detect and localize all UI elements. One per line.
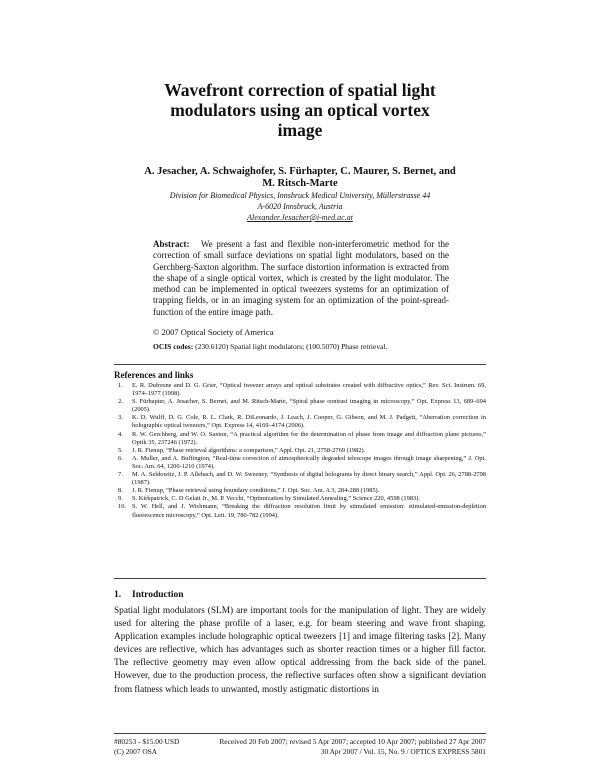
authors-line: M. Ritsch-Marte bbox=[262, 178, 338, 189]
page-footer bbox=[114, 737, 486, 757]
ocis-codes bbox=[153, 342, 453, 351]
reference-text: S. W. Hell, and J. Wichmann, “Breaking the diffraction resolution limit by stimulated emission: stimulated-emission-depletion fluorescence microscopy,” Opt. Lett. 19, 780-782 (1994). bbox=[132, 503, 486, 519]
reference-text: S. Fürhapter, A. Jesacher, S. Bernet, and M. Ritsch-Marte, “Spiral phase contrast imaging in microscopy,” Opt. Express 13, 689–694 (2005). bbox=[132, 398, 486, 414]
reference-item bbox=[114, 471, 486, 487]
footer-received-dates: Received 20 Feb 2007; revised 5 Apr 2007; accepted 10 Apr 2007; published 27 Apr 2007 bbox=[219, 737, 486, 746]
reference-number: 7. bbox=[118, 471, 123, 479]
reference-number: 1. bbox=[118, 382, 123, 389]
abstract-label: Abstract: bbox=[153, 239, 190, 249]
section-number: 1. bbox=[114, 590, 122, 600]
footer-journal-info: 30 Apr 2007 / Vol. 15, No. 9 / OPTICS EXPRESS 5801 bbox=[320, 747, 486, 756]
reference-number: 8. bbox=[118, 487, 123, 495]
reference-text: R. W. Gerchberg, and W. O. Saxton, “A practical algorithm for the determination of phase from image and diffraction plane pictures,” Optik 35, 237246 (1972). bbox=[132, 430, 486, 446]
reference-item bbox=[114, 495, 486, 503]
abstract-text: We present a fast and flexible non-interferometric method for the correction of small surface deviations on spatial light modulators, based on the Gerchberg-Saxton algorithm. The surface distortion information is extracted from the shape of a single optical vortex, which is created by the light modulator. The method can be implemented in optical tweezers systems for an optimization of trapping fields, or in an imaging system for an optimization of the point-spread-function of the entire image path. bbox=[153, 239, 449, 317]
reference-number: 10. bbox=[118, 503, 126, 511]
reference-number: 3. bbox=[118, 414, 123, 422]
reference-text: S. Kirkpatrick, C. D Gelatt Jr., M. P. Vecchi, “Optimization by Simulated Annealing,” Science 220, 4598 (1983). bbox=[132, 495, 420, 503]
author-email-link[interactable]: Alexander.Jesacher@i-med.ac.at bbox=[247, 213, 353, 222]
reference-number: 6. bbox=[118, 454, 123, 462]
affiliation-line: A-6020 Innsbruck, Austria bbox=[257, 202, 343, 211]
title-line: modulators using an optical vortex bbox=[170, 100, 430, 120]
affiliation bbox=[100, 190, 500, 223]
title-line: image bbox=[277, 120, 323, 140]
paper-title bbox=[120, 80, 480, 140]
reference-number: 5. bbox=[118, 446, 123, 454]
reference-item bbox=[114, 455, 486, 471]
references-heading: References and links bbox=[114, 370, 194, 380]
reference-text: A. Muller, and A. Buffington, “Real-time correction of atmospherically degraded telescope images through image sharpening,” J. Opt. Soc. Am. 64, 1200-1210 (1974). bbox=[132, 454, 486, 470]
authors-line: A. Jesacher, A. Schwaighofer, S. Fürhapter, C. Maurer, S. Bernet, and bbox=[144, 166, 456, 177]
reference-item bbox=[114, 382, 486, 398]
footer-rule bbox=[114, 733, 486, 734]
reference-item bbox=[114, 414, 486, 430]
reference-text: E. R. Dufresne and D. G. Grier, “Optical tweezer arrays and optical substrates created with diffractive optics,” Rev. Sci. Instrum. 69, 1974–1977 (1998). bbox=[132, 382, 486, 398]
footer-osa: (C) 2007 OSA bbox=[114, 747, 158, 756]
reference-text: J. R. Fienup, “Phase retrieval using boundary conditions,” J. Opt. Soc. Am. A 3, 284-288 (1985). bbox=[132, 487, 380, 495]
references-bottom-rule bbox=[114, 578, 486, 579]
title-line: Wavefront correction of spatial light bbox=[164, 80, 436, 100]
reference-item bbox=[114, 431, 486, 447]
footer-id-price: #80253 - $15.00 USD bbox=[114, 737, 180, 746]
copyright-line: © 2007 Optical Society of America bbox=[153, 327, 274, 337]
section-heading bbox=[114, 590, 184, 600]
reference-text: K. D. Wulff, D. G. Cole, R. L. Clark, R. DiLeonardo, J. Leach, J. Cooper, G. Gibson, and M. J. Padgett, “Aberration correction in holographic optical tweezers,” Opt. Express 14, 4169–4174 (2006). bbox=[132, 414, 486, 430]
abstract bbox=[153, 239, 449, 318]
reference-list bbox=[114, 382, 486, 520]
introduction-paragraph: Spatial light modulators (SLM) are important tools for the manipulation of light. They are widely used for altering the phase profile of a laser, e.g. for beam steering and wave front shaping. Application examples include holographic optical tweezers [1] and image filtering tasks [2]. Many devices are reflective, which has advantages such as shorter reaction times or a higher fill factor. The reflective geometry may even allow optical addressing from the back side of the panel. However, due to the production process, the reflective surfaces often show a significant deviation from flatness which leads to unwanted, mostly astigmatic distortions in bbox=[114, 606, 486, 695]
reference-item bbox=[114, 447, 486, 455]
section-title: Introduction bbox=[132, 590, 184, 600]
reference-number: 4. bbox=[118, 430, 123, 438]
ocis-text: (230.6120) Spatial light modulators; (100.5070) Phase retrieval. bbox=[195, 342, 388, 351]
reference-number: 9. bbox=[118, 495, 123, 503]
author-list bbox=[100, 166, 500, 190]
reference-item bbox=[114, 487, 486, 495]
ocis-label: OCIS codes: bbox=[153, 342, 194, 351]
reference-text: M. A. Seldowitz, J. P. Allebach, and D. W. Sweeney, “Synthesis of digital holograms by direct binary search,” Appl. Opt. 26, 2788-2798 (1987). bbox=[132, 471, 486, 487]
reference-text: J. R. Fienup, “Phase retrieval algorithms: a comparison,” Appl. Opt. 21, 2758-2769 (1982). bbox=[132, 446, 366, 454]
reference-item bbox=[114, 398, 486, 414]
references-top-rule bbox=[114, 364, 486, 365]
affiliation-line: Division for Biomedical Physics, Innsbruck Medical University, Müllerstrasse 44 bbox=[169, 191, 431, 200]
reference-number: 2. bbox=[118, 398, 123, 406]
reference-item bbox=[114, 503, 486, 519]
